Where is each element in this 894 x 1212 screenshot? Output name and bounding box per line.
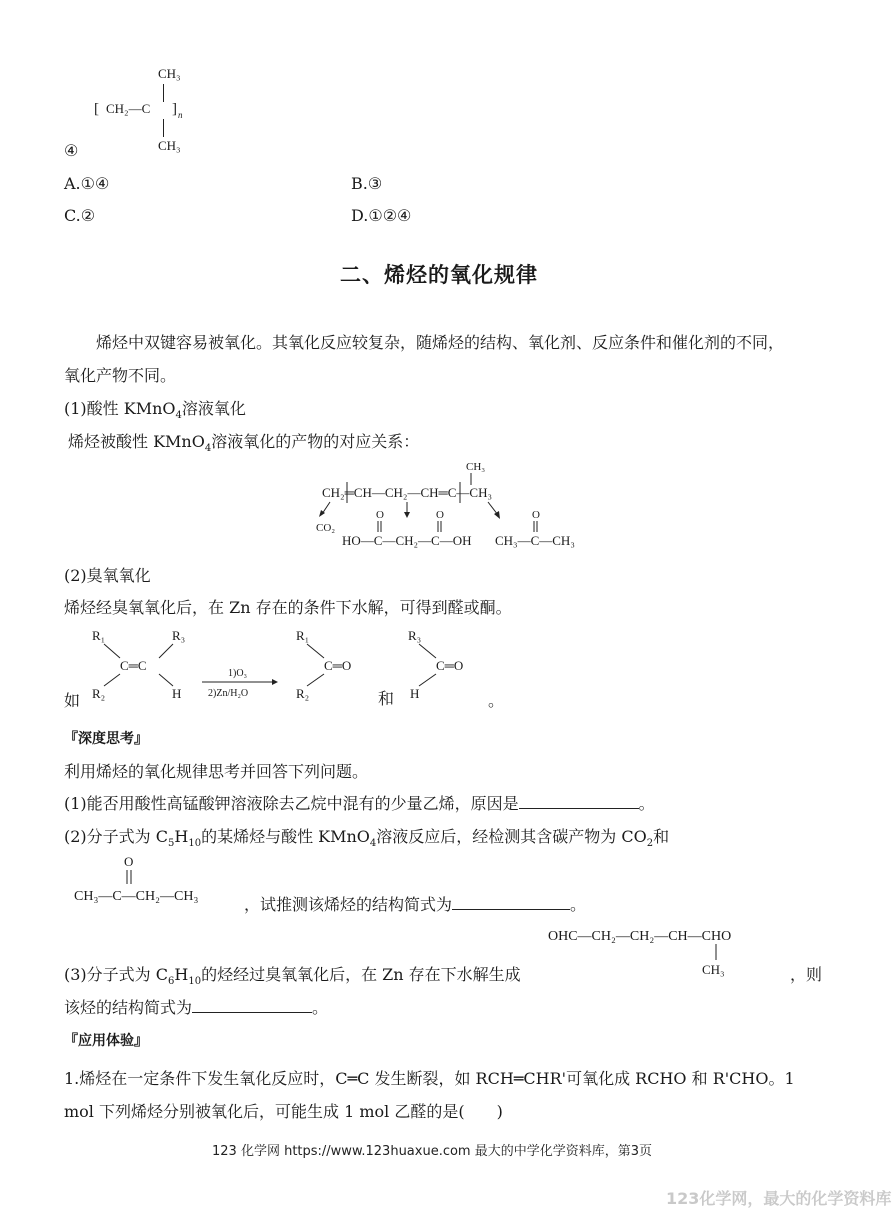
butanone-structure (70, 852, 250, 908)
option-a: A.①④ (64, 174, 110, 193)
think-tag: 『深度思考』 (64, 731, 148, 747)
q3-formula: OHC—CH₂—CH₂—CH—CHO (548, 929, 732, 944)
scheme2-p1-r2: R₂ (296, 686, 310, 701)
page-footer: 123 化学网 https://www.123huaxue.com 最大的中学化学资料库，第3页 (212, 1144, 653, 1159)
think-q2: (2)分子式为 $C_5H_{10}$的某烯烃与酸性 KMnO$_4$溶液反应后，经检测其含碳产物为 $CO_2$和 (64, 827, 670, 850)
ozonolysis-scheme (60, 622, 520, 714)
sub1-heading: (1)酸性 KMnO$_4$溶液氧化 (64, 399, 246, 422)
scheme1-acid: HO—C—CH₂—C—OH (342, 533, 472, 548)
q2-answer-blank[interactable] (452, 908, 570, 910)
scheme1-main-chain: CH₂═CH—CH₂—CH═C—CH₃ (322, 485, 492, 500)
apply-q1-line2: mol 下列烯烃分别被氧化后，可能生成 1 mol 乙醛的是( ) (64, 1102, 503, 1121)
q1-answer-blank[interactable] (519, 807, 639, 809)
scheme2-p2-h: H (410, 686, 420, 701)
polymer-bond-top (163, 84, 164, 102)
sub2-desc: 烯烃经臭氧氧化后，在 Zn 存在的条件下水解，可得到醛或酮。 (64, 598, 512, 617)
scheme2-he: 和 (378, 691, 395, 708)
scheme2-p2-r3: R₃ (408, 628, 422, 643)
option-d: D.①②④ (351, 206, 412, 225)
think-q3-line2: 该烃的结构简式为 。 (64, 998, 329, 1017)
scheme1-arrowhead-3 (494, 511, 500, 519)
watermark: 123化学网，最大的化学资料库 (666, 1189, 892, 1208)
polymer-ch3-top: CH₃ (158, 66, 181, 81)
scheme2-r3: R₃ (172, 628, 186, 643)
scheme1-ketone: CH₃—C—CH₃ (495, 533, 575, 548)
scheme2-cc: C═C (120, 658, 147, 673)
polymer-bond-bottom (163, 119, 164, 137)
scheme2-r1: R₁ (92, 628, 106, 643)
polymer-chain: CH₂—C (106, 101, 151, 116)
scheme2-p1-co: C═O (324, 658, 352, 673)
option-b: B.③ (351, 174, 383, 193)
scheme1-o2: O (436, 509, 444, 521)
scheme2-cond1: 1)O₃ (228, 668, 248, 679)
option-c: C.② (64, 206, 96, 225)
scheme1-o3: O (532, 509, 540, 521)
sub1-desc: 烯烃被酸性 KMnO$_4$溶液氧化的产物的对应关系： (68, 432, 420, 455)
scheme2-cond2: 2)Zn/H₂O (208, 688, 249, 699)
polymer-bracket-right: ] (172, 101, 177, 117)
scheme1-arrowhead-2 (404, 512, 410, 518)
q2-o: O (124, 854, 134, 869)
intro-line-2: 氧化产物不同。 (64, 366, 177, 385)
think-q3: (3)分子式为 $C_6H_{10}$的烃经过臭氧氧化后，在 Zn 存在下水解生成 (64, 965, 521, 988)
dialdehyde-structure (544, 922, 794, 978)
scheme2-p2-co: C═O (436, 658, 464, 673)
polymer-bracket-left: [ (94, 101, 99, 117)
think-q1: (1)能否用酸性高锰酸钾溶液除去乙烷中混有的少量乙烯，原因是 。 (64, 794, 655, 813)
scheme2-ru: 如 (64, 693, 81, 710)
scheme1-o1: O (376, 509, 384, 521)
polymer-label: ④ (64, 141, 79, 160)
think-q2-ask: ，试推测该烯烃的结构简式为 。 (244, 895, 587, 914)
scheme2-p1-r1: R₁ (296, 628, 310, 643)
scheme1-ch3: CH₃ (466, 461, 486, 473)
scheme1-co2: CO₂ (316, 522, 336, 534)
q2-formula: CH₃—C—CH₂—CH₃ (74, 889, 199, 904)
apply-q1-line1: 1.烯烃在一定条件下发生氧化反应时，C═C 发生断裂，如 RCH═CHR'可氧化成 RCHO 和 R'CHO。1 (64, 1069, 795, 1088)
polymer-ch3-bottom: CH₃ (158, 138, 181, 153)
kmno4-scheme (300, 455, 600, 555)
think-intro: 利用烯烃的氧化规律思考并回答下列问题。 (64, 762, 369, 781)
scheme2-period: 。 (488, 693, 505, 710)
sub2-heading: (2)臭氧氧化 (64, 566, 151, 585)
think-q3-then: ，则 (790, 965, 823, 984)
scheme2-h: H (172, 686, 182, 701)
q3-ch3: CH₃ (702, 962, 725, 977)
intro-line-1: 烯烃中双键容易被氧化。其氧化反应较复杂，随烯烃的结构、氧化剂、反应条件和催化剂的不同， (96, 333, 785, 352)
apply-tag: 『应用体验』 (64, 1033, 148, 1049)
q3-answer-blank[interactable] (192, 1011, 312, 1013)
polymer-n: n (178, 110, 183, 120)
section-title: 二、烯烃的氧化规律 (340, 262, 538, 287)
scheme2-r2: R₂ (92, 686, 106, 701)
